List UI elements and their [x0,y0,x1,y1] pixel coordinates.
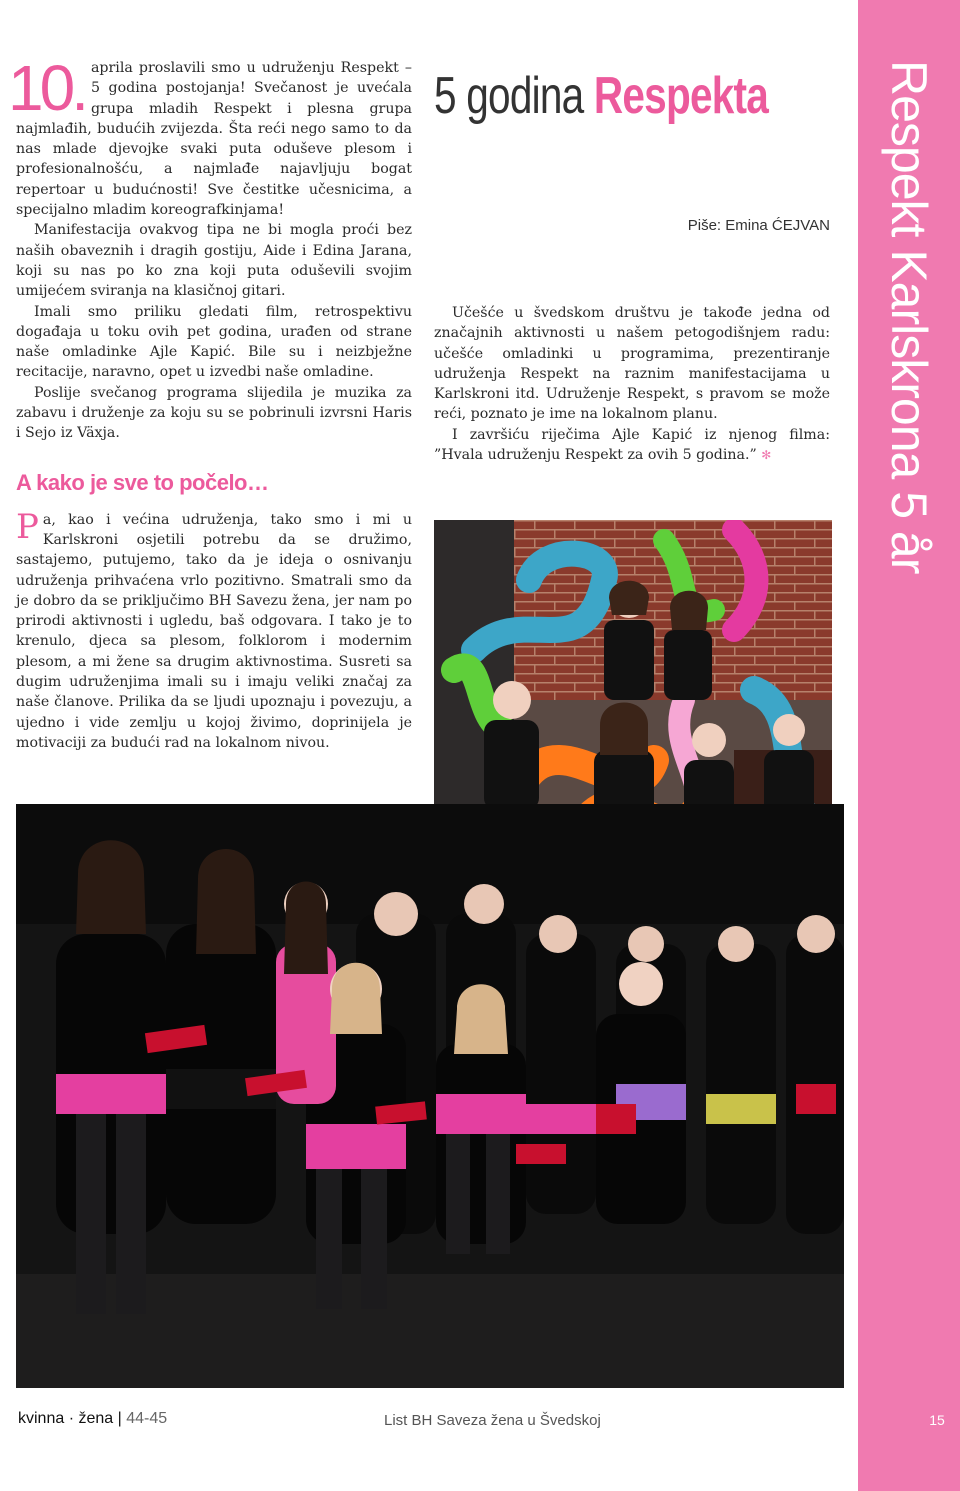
left-column [8,52,412,753]
footer-pages: 44-45 [126,1410,168,1427]
author-byline: Piše: Emina ĆEJVAN [687,217,830,234]
photo-group-dancers [16,804,844,1388]
intro-paragraph-4: Poslije svečanog programa slijedila je muzika za zabavu i druženje za koju su se pobrinuli izvrsni Haris i Sejo iz Växja. [16,384,412,442]
intro-paragraph-1: aprila proslavili smo u udruženju Respekt – 5 godina postojanja! Svečanost je uvećala grupa mladih Respekt i plesna grupa najmlađih, budućih zvijezda. Šta reći nego samo to da nas mlade djevojke svaki puta oduševe plesom i profesionalnošću, a najmlađe najavljuju bogat repertoar u budućnosti! Sve čestitke učesnicima, a specijalno mladim koreografkinjama! [16,60,412,219]
big-date-number: 10. [8,52,85,124]
article-title-part-2: Respekta [593,67,769,125]
section-body [16,506,412,754]
intro-paragraph-2: Manifestacija ovakvog tipa ne bi mogla proći bez naših obaveznih i dragih gostiju, Aide i Edina Jarana, koji su nas po ko zna koji puta oduševili svojim umijećem sviranja na klasičnoj gitari. [16,222,412,300]
footer-brand-name: kvinna · žena [18,1410,114,1427]
section-paragraph: a, kao i većina udruženja, tako smo i mi u Karlskroni osjetili potrebu da se družimo, sastajemo, putujemo, tako da je ideja o osnivanju udruženja prihvaćena vrlo pozitivno. Smatrali smo da je dobro da se priključimo BH Savezu žena, jer nam po prirodi aktivnosti i ugledu, baš odgovara. I tako je to krenulo, djeca sa plesom, folklorom i modernim plesom, a mi žene sa drugim aktivnostima. Susreti sa dugim udruženjima imali su i imaju veliki značaj za naše članove. Prilika da se ljudi upoznaju i povezuju, a ujedno i vide zemlju u kojoj živimo, doprinijela je motivaciji za budući rad na lokalnom nivou. [16,511,412,751]
article-title [434,66,768,126]
side-title: Respekt Karlskrona 5 år [881,60,937,574]
article-paragraph-1: Učešće u švedskom društvu je takođe jedna od značajnih aktivnosti u našem petogodišnjem radu: učešće omladinki u programima, prezentiranje udruženja Respekt na raznim manifestacijama u Karlskroni itd. Udruženje Respekt, s pravom se može reći, poznato je ime na lokalnom planu. [434,305,830,423]
right-column [434,303,830,465]
article-paragraph-2-text: I završiću riječima Ajle Kapić iz njenog filma: ”Hvala udruženju Respekt za ovih 5 godina.” [434,426,830,464]
intro-block [8,52,412,444]
photo-group-dancers-image [16,804,844,1388]
end-mark-icon: ✻ [761,448,772,463]
drop-cap: P [16,506,39,547]
article-paragraph-2 [434,425,830,466]
section-heading: A kako je sve to počelo… [16,469,269,495]
page-number: 15 [929,1412,945,1428]
footer-brand: kvinna · žena | 44-45 [18,1410,168,1427]
article-title-part-1: 5 godina [434,67,584,125]
footer-publication: List BH Saveza žena u Švedskoj [384,1412,601,1429]
intro-paragraph-3: Imali smo priliku gledati film, retrospektivu događaja u toku ovih pet godina, urađen od strane naše omladinke Ajle Kapić. Bile su i neizbježne recitacije, naravno, opet u izvedbi naše omladine. [16,303,412,381]
